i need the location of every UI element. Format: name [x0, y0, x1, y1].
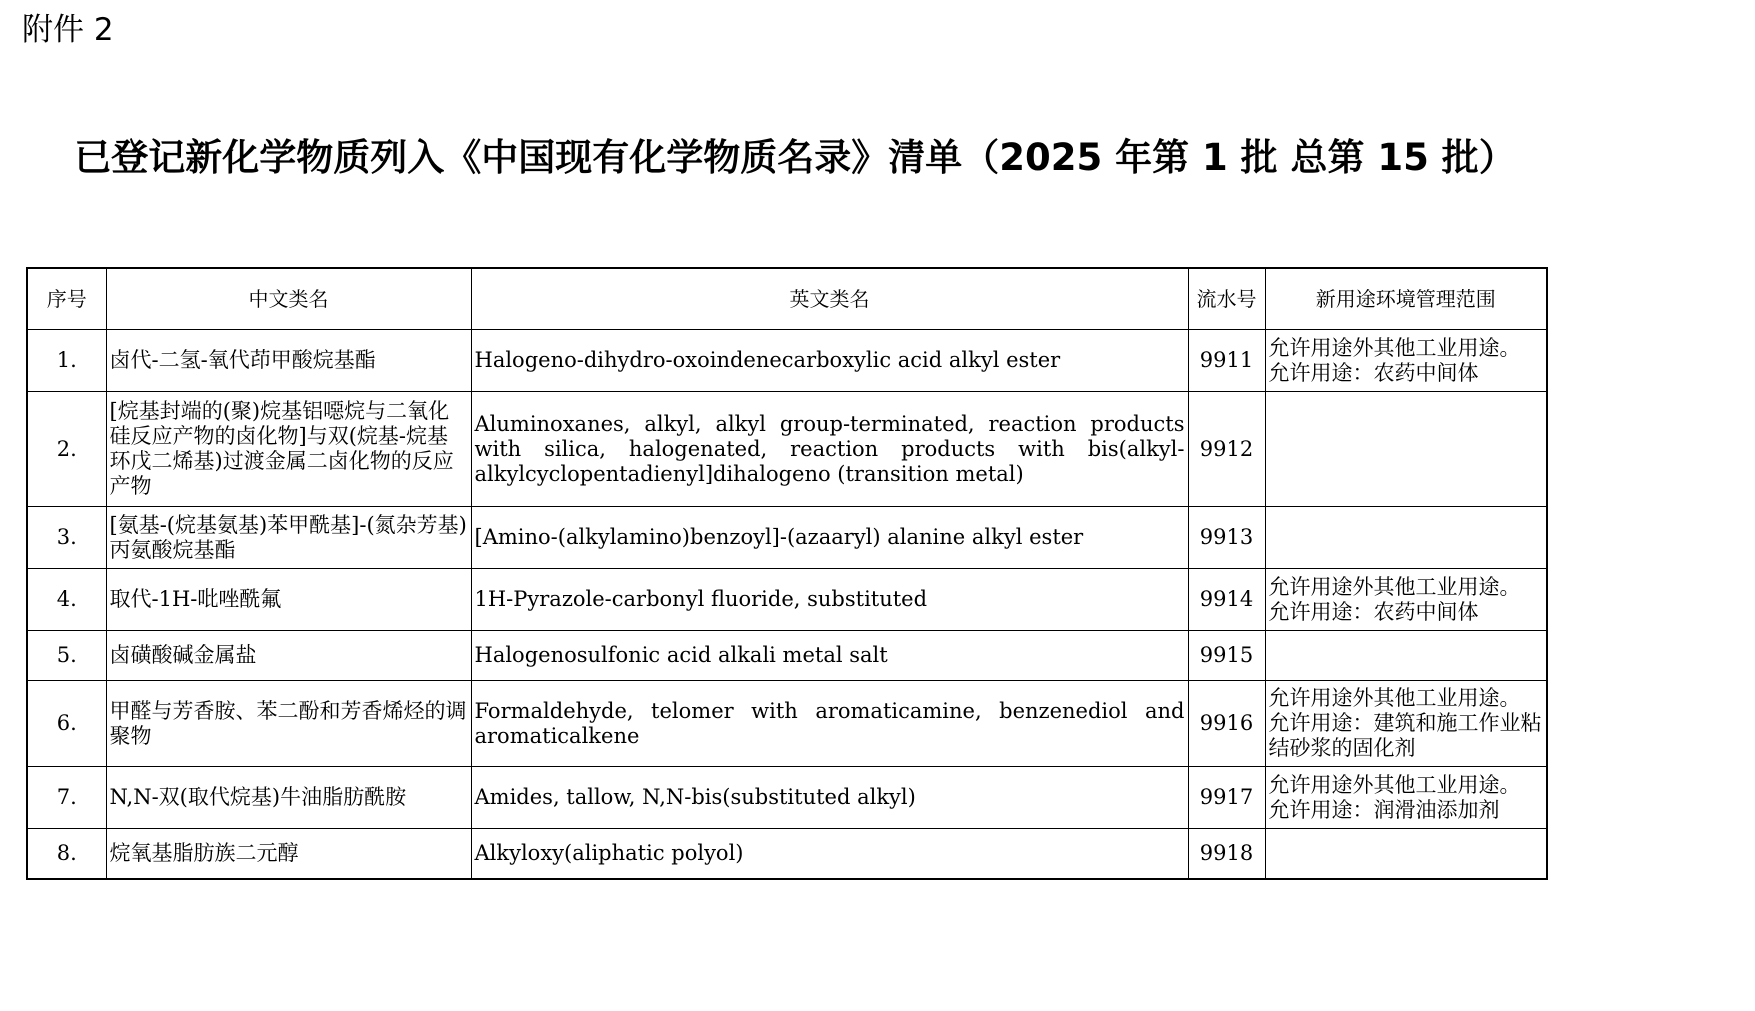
cn-name-cell: [烷基封端的(聚)烷基铝噁烷与二氧化硅反应产物的卤化物]与双(烷基-烷基环戊二烯基)过渡金属二卤化物的反应产物: [106, 392, 471, 507]
row-number: 6.: [27, 681, 106, 767]
serial-cell: 9912: [1188, 392, 1265, 507]
scope-line: 允许用途：农药中间体: [1268, 599, 1479, 624]
serial-cell: 9914: [1188, 569, 1265, 631]
scope-cell: [1265, 681, 1547, 767]
serial-cell: 9911: [1188, 330, 1265, 392]
scope-cell: [1265, 631, 1547, 681]
table-row: [27, 330, 1547, 392]
en-name-cell: Halogenosulfonic acid alkali metal salt: [471, 631, 1188, 681]
row-number: 2.: [27, 392, 106, 507]
row-number: 5.: [27, 631, 106, 681]
en-name-cell: Halogeno-dihydro-oxoindenecarboxylic acid alkyl ester: [471, 330, 1188, 392]
attachment-label: 附件 2: [22, 12, 114, 48]
table-row: [27, 681, 1547, 767]
scope-line: 允许用途外其他工业用途。: [1268, 335, 1521, 360]
scope-line: 允许用途外其他工业用途。: [1268, 574, 1521, 599]
table-row: [27, 569, 1547, 631]
en-name-cell: 1H-Pyrazole-carbonyl fluoride, substituted: [471, 569, 1188, 631]
header-scope: 新用途环境管理范围: [1265, 268, 1547, 330]
cn-name-cell: [氨基-(烷基氨基)苯甲酰基]-(氮杂芳基)丙氨酸烷基酯: [106, 507, 471, 569]
scope-cell: [1265, 569, 1547, 631]
serial-cell: 9918: [1188, 829, 1265, 879]
header-no: 序号: [27, 268, 106, 330]
row-number: 1.: [27, 330, 106, 392]
en-name-cell: Aluminoxanes, alkyl, alkyl group-terminated, reaction products with silica, halogenated, reaction products with bis(alkyl-alkylcyclopentadienyl]dihalogeno (transition metal): [471, 392, 1188, 507]
cn-name-cell: N,N-双(取代烷基)牛油脂肪酰胺: [106, 767, 471, 829]
header-cn-name: 中文类名: [106, 268, 471, 330]
scope-cell: [1265, 330, 1547, 392]
serial-cell: 9917: [1188, 767, 1265, 829]
cn-name-cell: 卤代-二氢-氧代茚甲酸烷基酯: [106, 330, 471, 392]
en-name-cell: Formaldehyde, telomer with aromaticamine, benzenediol and aromaticalkene: [471, 681, 1188, 767]
table-row: [27, 767, 1547, 829]
table-row: [27, 829, 1547, 879]
row-number: 7.: [27, 767, 106, 829]
serial-cell: 9915: [1188, 631, 1265, 681]
en-name-cell: [Amino-(alkylamino)benzoyl]-(azaaryl) alanine alkyl ester: [471, 507, 1188, 569]
scope-line: 允许用途：润滑油添加剂: [1268, 797, 1500, 822]
cn-name-cell: 烷氧基脂肪族二元醇: [106, 829, 471, 879]
serial-cell: 9916: [1188, 681, 1265, 767]
table-row: [27, 507, 1547, 569]
table-row: [27, 392, 1547, 507]
scope-line: 允许用途：农药中间体: [1268, 360, 1479, 385]
header-en-name: 英文类名: [471, 268, 1188, 330]
page-title: 已登记新化学物质列入《中国现有化学物质名录》清单（2025 年第 1 批 总第 15 批）: [74, 136, 1516, 179]
row-number: 3.: [27, 507, 106, 569]
scope-line: 允许用途：建筑和施工作业粘结砂浆的固化剂: [1268, 711, 1542, 760]
scope-cell: [1265, 829, 1547, 879]
scope-cell: [1265, 392, 1547, 507]
cn-name-cell: 甲醛与芳香胺、苯二酚和芳香烯烃的调聚物: [106, 681, 471, 767]
scope-cell: [1265, 767, 1547, 829]
header-serial: 流水号: [1188, 268, 1265, 330]
cn-name-cell: 卤磺酸碱金属盐: [106, 631, 471, 681]
scope-line: 允许用途外其他工业用途。: [1268, 772, 1521, 797]
table-row: [27, 631, 1547, 681]
row-number: 8.: [27, 829, 106, 879]
scope-cell: [1265, 507, 1547, 569]
cn-name-cell: 取代-1H-吡唑酰氟: [106, 569, 471, 631]
serial-cell: 9913: [1188, 507, 1265, 569]
chemical-substance-table: [26, 267, 1548, 880]
row-number: 4.: [27, 569, 106, 631]
table-header-row: [27, 268, 1547, 330]
scope-line: 允许用途外其他工业用途。: [1268, 686, 1521, 710]
en-name-cell: Amides, tallow, N,N-bis(substituted alkyl): [471, 767, 1188, 829]
en-name-cell: Alkyloxy(aliphatic polyol): [471, 829, 1188, 879]
